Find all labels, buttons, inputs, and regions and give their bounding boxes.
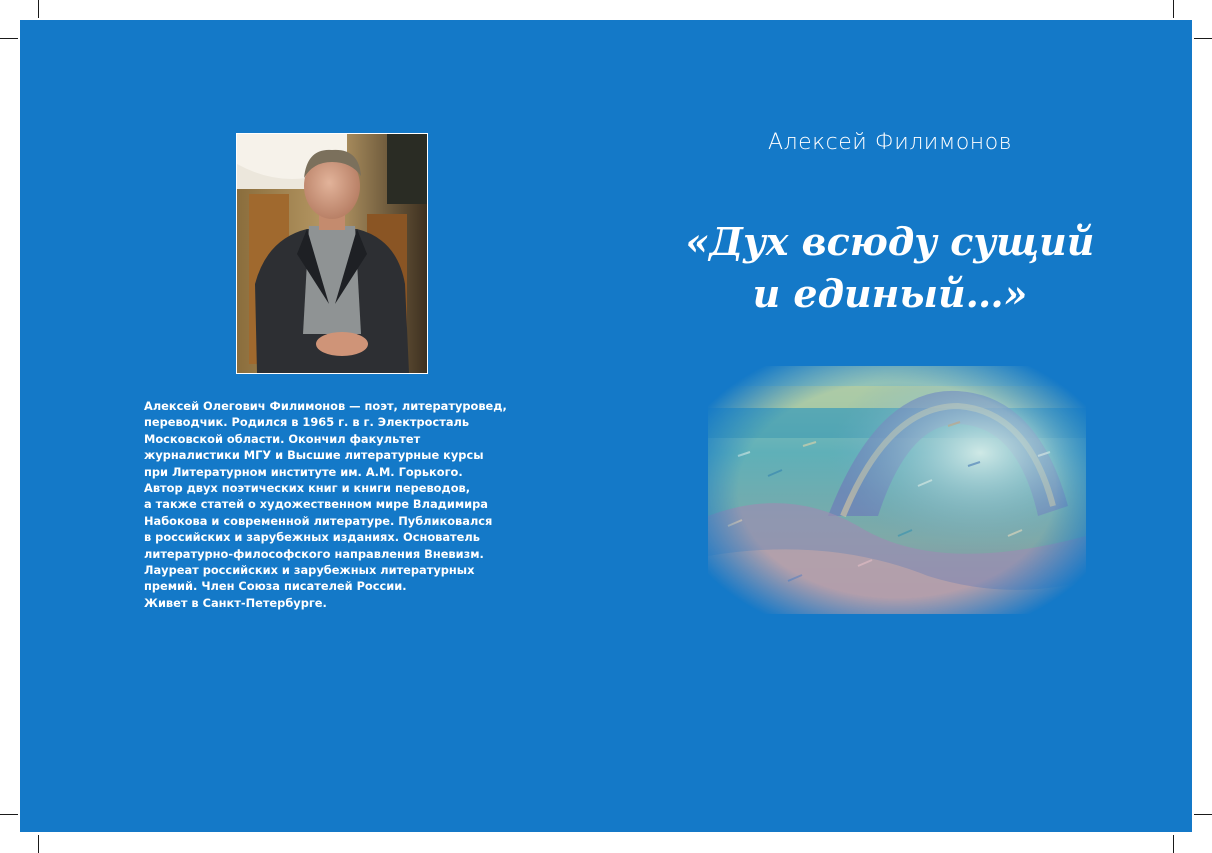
crop-mark-bottom-right-h	[1194, 814, 1212, 815]
cover-background	[20, 20, 1192, 832]
cover-painting	[708, 366, 1086, 614]
crop-mark-bottom-right-v	[1173, 835, 1174, 853]
book-title-line-2: и единый…»	[752, 271, 1028, 316]
book-title	[660, 216, 1120, 320]
author-portrait-photo	[236, 133, 428, 374]
crop-mark-top-left-h	[0, 38, 18, 39]
author-biography: Алексей Олегович Филимонов — поэт, литературовед, переводчик. Родился в 1965 г. в г. Электросталь Московской области. Окончил факультет журналистики МГУ и Высшие литературные курсы при Литературном институте им. А.М. Горького. Автор двух поэтических книг и книги переводов, а также статей о художественном мире Владимира Набокова и современной литературе. Публиковался в российских и зарубежных изданиях. Основатель литературно-философского направления Вневизм. Лауреат российских и зарубежных литературных премий. Член Союза писателей России. Живет в Санкт-Петербурге.	[144, 399, 507, 610]
book-title-line-1: «Дух всюду сущий	[685, 219, 1095, 264]
crop-mark-top-left-v	[38, 0, 39, 18]
crop-mark-bottom-left-v	[38, 835, 39, 853]
author-name: Алексей Филимонов	[767, 130, 1013, 155]
crop-mark-top-right-h	[1194, 38, 1212, 39]
crop-mark-bottom-left-h	[0, 814, 18, 815]
crop-mark-top-right-v	[1173, 0, 1174, 18]
